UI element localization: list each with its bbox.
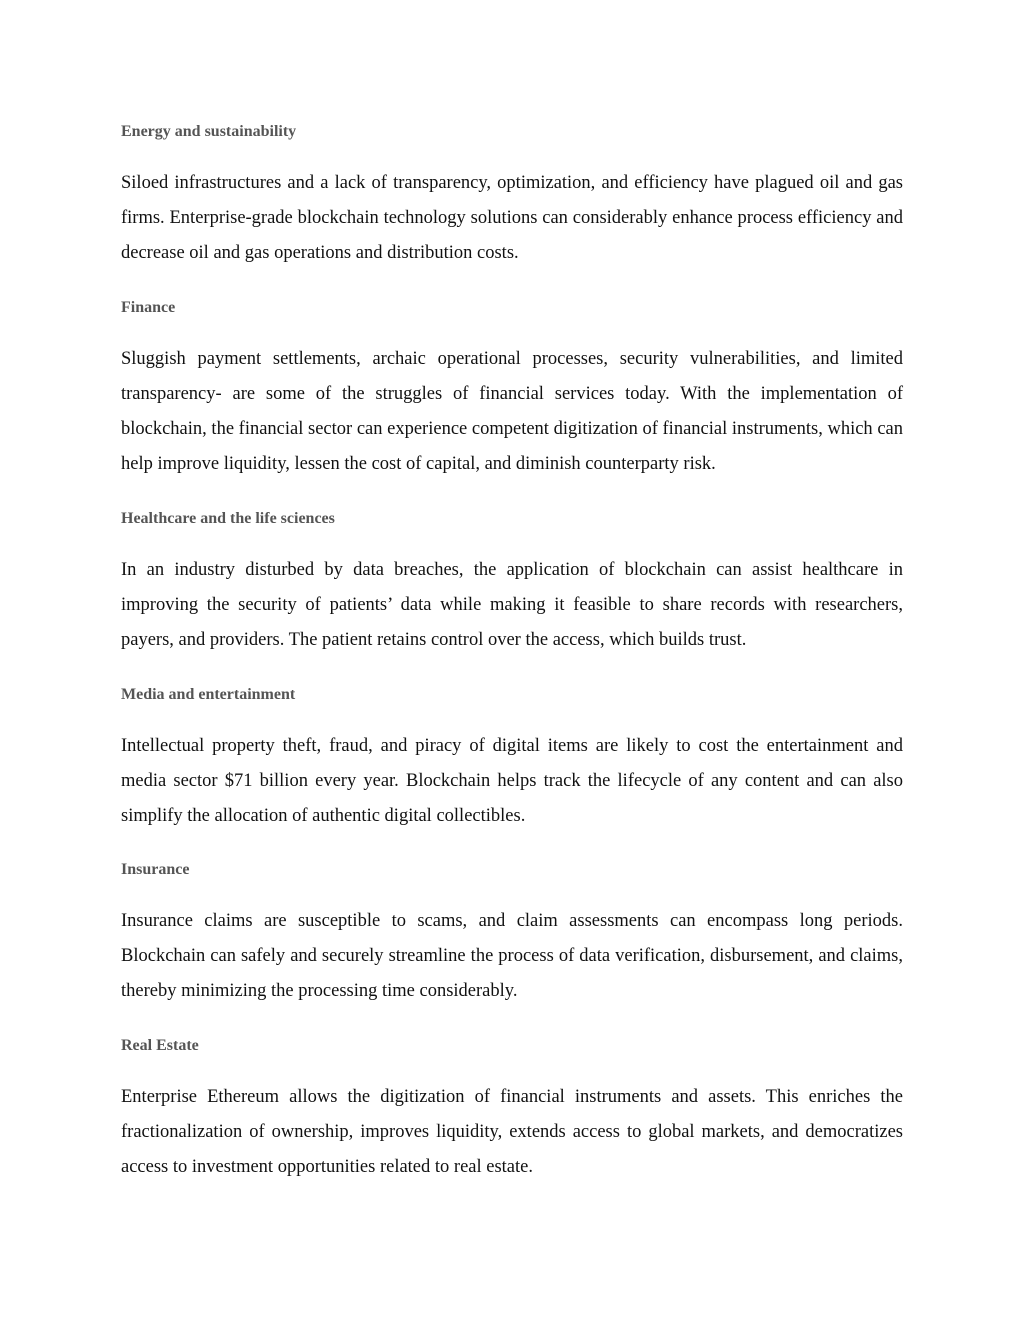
section-body: Siloed infrastructures and a lack of transparency, optimization, and efficiency have plagued oil and gas firms. Enterprise-grade blockchain technology solutions can considerably enhance process efficiency and decrease oil and gas operations and distribution costs. xyxy=(121,173,903,263)
section-heading: Media and entertainment xyxy=(121,686,296,703)
section-heading: Insurance xyxy=(121,861,190,878)
section-heading: Energy and sustainability xyxy=(121,123,297,140)
section-body: In an industry disturbed by data breaches, the application of blockchain can assist healthcare in improving the security of patients’ data while making it feasible to share records with researchers, payers, and providers. The patient retains control over the access, which builds trust. xyxy=(121,560,903,650)
section-body: Sluggish payment settlements, archaic operational processes, security vulnerabilities, and limited transparency- are some of the struggles of financial services today. With the implementation of blockchain, the financial sector can experience competent digitization of financial instruments, which can help improve liquidity, lessen the cost of capital, and diminish counterparty risk. xyxy=(121,349,903,474)
section-body: Enterprise Ethereum allows the digitization of financial instruments and assets. This enriches the fractionalization of ownership, improves liquidity, extends access to global markets, and democratizes access to investment opportunities related to real estate. xyxy=(121,1087,903,1177)
section-heading: Healthcare and the life sciences xyxy=(121,510,335,527)
section-heading: Real Estate xyxy=(121,1037,199,1054)
section-heading: Finance xyxy=(121,299,176,316)
section-body: Insurance claims are susceptible to scams, and claim assessments can encompass long periods. Blockchain can safely and securely streamline the process of data verification, disbursement, and claims, thereby minimizing the processing time considerably. xyxy=(121,911,903,1001)
section-body: Intellectual property theft, fraud, and piracy of digital items are likely to cost the entertainment and media sector $71 billion every year. Blockchain helps track the lifecycle of any content and can also simplify the allocation of authentic digital collectibles. xyxy=(121,736,903,826)
